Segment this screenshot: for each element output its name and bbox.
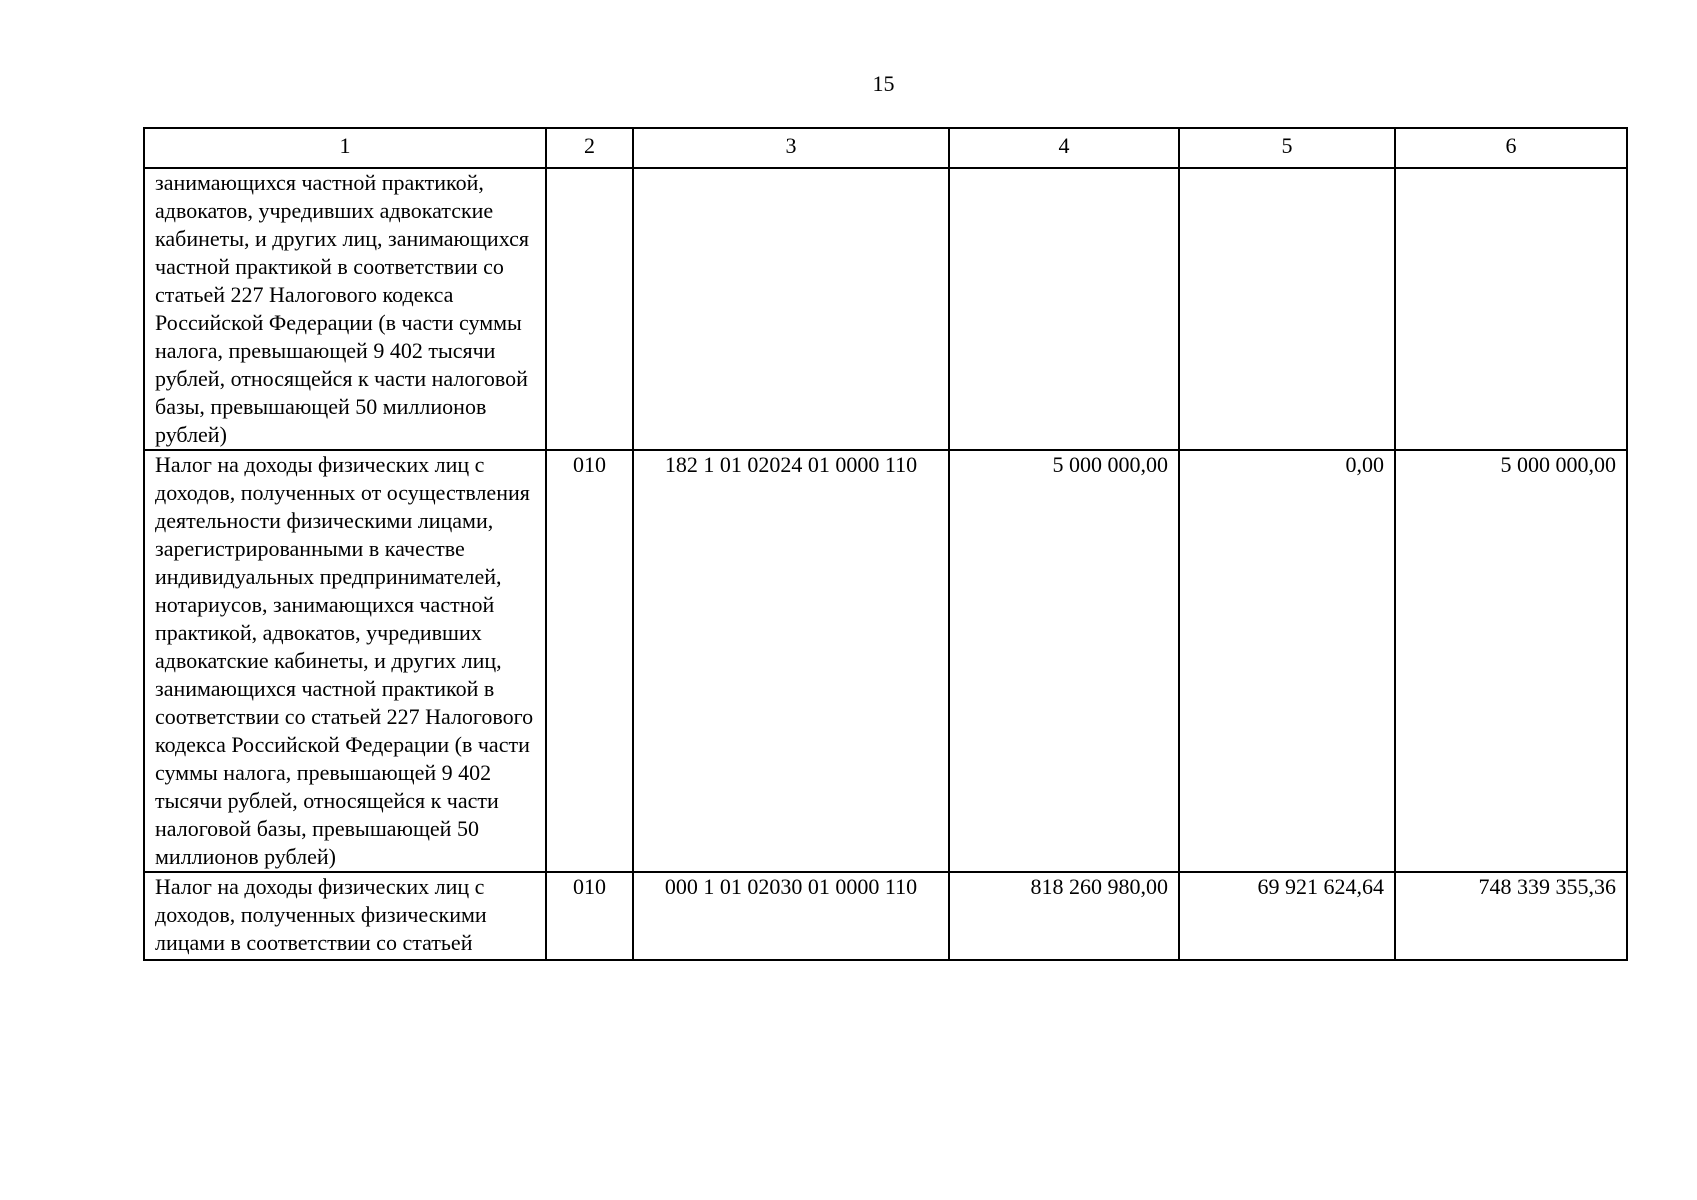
page-number: 15 <box>872 71 895 96</box>
line-code-cell <box>546 168 633 450</box>
approved-amount-cell <box>949 168 1179 450</box>
income-name-cell: Налог на доходы физических лиц с доходов, полученных физическими лицами в соответствии со статьей <box>144 872 546 960</box>
column-header: 4 <box>949 128 1179 168</box>
unexecuted-amount-cell: 748 339 355,36 <box>1395 872 1627 960</box>
line-code-cell: 010 <box>546 450 633 872</box>
column-header: 6 <box>1395 128 1627 168</box>
executed-amount-cell: 69 921 624,64 <box>1179 872 1395 960</box>
approved-amount-cell: 818 260 980,00 <box>949 872 1179 960</box>
column-number-row <box>144 128 1627 168</box>
approved-amount-cell: 5 000 000,00 <box>949 450 1179 872</box>
report-table <box>143 127 1628 961</box>
budget-code-cell: 000 1 01 02030 01 0000 110 <box>633 872 949 960</box>
executed-amount-cell: 0,00 <box>1179 450 1395 872</box>
executed-amount-cell <box>1179 168 1395 450</box>
table-row <box>144 168 1627 450</box>
table-row <box>144 872 1627 960</box>
unexecuted-amount-cell: 5 000 000,00 <box>1395 450 1627 872</box>
unexecuted-amount-cell <box>1395 168 1627 450</box>
column-header: 2 <box>546 128 633 168</box>
column-header: 1 <box>144 128 546 168</box>
column-header: 3 <box>633 128 949 168</box>
table-row <box>144 450 1627 872</box>
budget-code-cell: 182 1 01 02024 01 0000 110 <box>633 450 949 872</box>
line-code-cell: 010 <box>546 872 633 960</box>
income-name-cell: занимающихся частной практикой, адвокатов, учредивших адвокатские кабинеты, и других лиц, занимающихся частной практикой в соответствии со статьей 227 Налогового кодекса Российской Федерации (в части суммы налога, превышающей 9 402 тысячи рублей, относящейся к части налоговой базы, превышающей 50 миллионов рублей) <box>144 168 546 450</box>
income-name-cell: Налог на доходы физических лиц с доходов, полученных от осуществления деятельности физическими лицами, зарегистрированными в качестве индивидуальных предпринимателей, нотариусов, занимающихся частной практикой, адвокатов, учредивших адвокатские кабинеты, и других лиц, занимающихся частной практикой в соответствии со статьей 227 Налогового кодекса Российской Федерации (в части суммы налога, превышающей 9 402 тысячи рублей, относящейся к части налоговой базы, превышающей 50 миллионов рублей) <box>144 450 546 872</box>
budget-code-cell <box>633 168 949 450</box>
column-header: 5 <box>1179 128 1395 168</box>
